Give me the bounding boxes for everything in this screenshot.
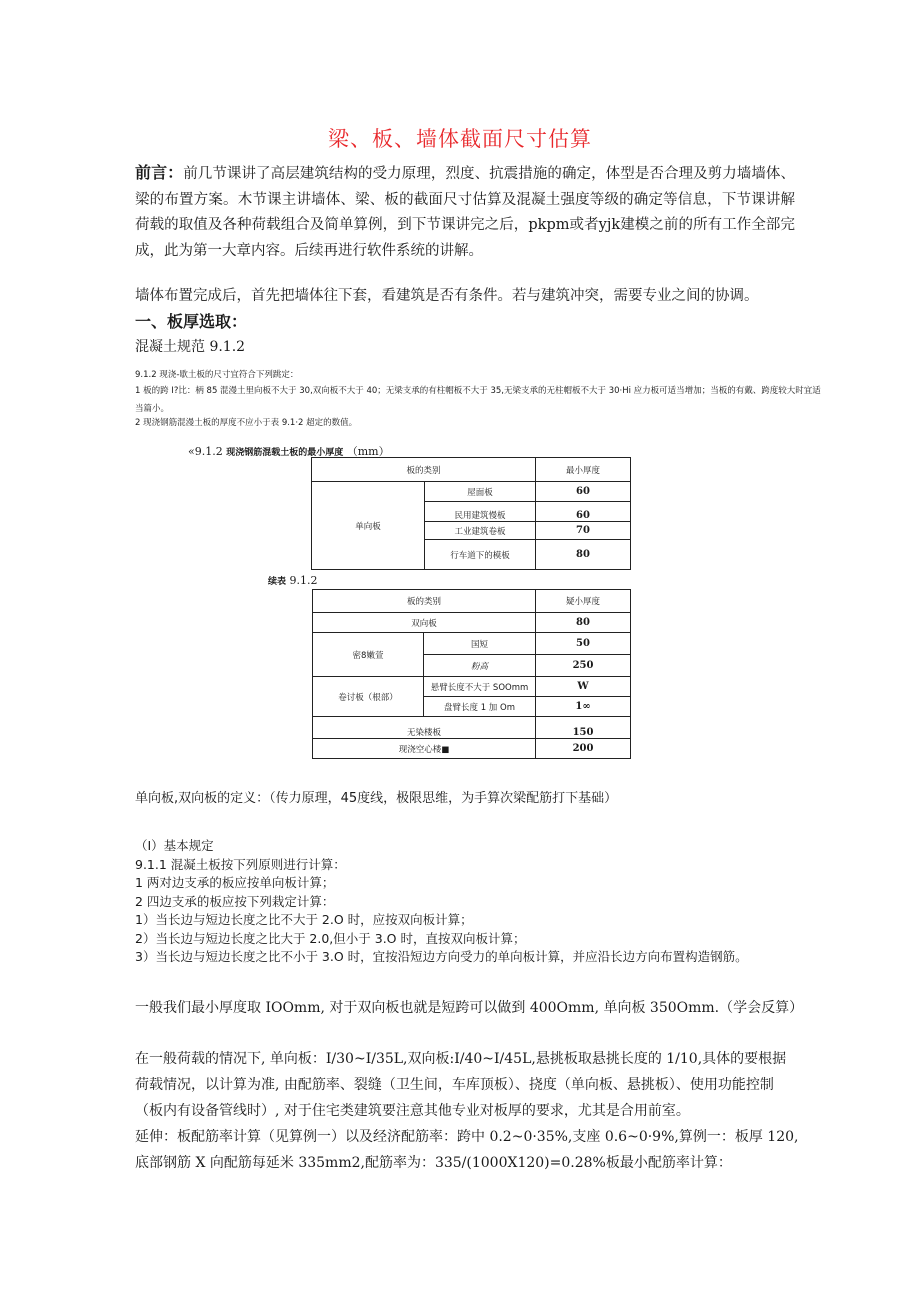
- table1-row-value: 60: [536, 502, 631, 522]
- table1-header-thickness: 最小厚度: [536, 458, 631, 482]
- table2-row-value: 50: [536, 633, 631, 655]
- min-thickness-table-continued: [312, 589, 631, 759]
- table2-group-a: 密8嫩萱: [313, 633, 424, 677]
- table1-row-value: 80: [536, 540, 631, 570]
- table2-row-type: 现浇空心楼■: [313, 739, 536, 759]
- rule-line: （I）基本规定: [135, 838, 214, 853]
- table1-caption-prefix: «9.1.2: [188, 445, 223, 458]
- table2-group-b: 卷讨板（根部）: [313, 677, 424, 717]
- preface-lead: 前言：: [135, 163, 184, 182]
- table2-row-value: 250: [536, 655, 631, 677]
- table2-caption-number: 9.1.2: [289, 574, 318, 587]
- table1-caption-unit: （mm）: [346, 445, 390, 458]
- table1-row-type: 行车道下的模板: [425, 540, 536, 570]
- table1-caption-title: 现浇钢筋混载土板的最小厚度: [226, 448, 344, 458]
- table2-row-value: W: [536, 677, 631, 697]
- table2-header-thickness: 疑小厚度: [536, 590, 631, 613]
- table1-group-one-way: 单向板: [312, 482, 425, 570]
- wall-note: 墙体布置完成后，首先把墙体往下套，看建筑是否有条件。若与建筑冲突，需要专业之间的协调。: [135, 288, 759, 304]
- table2-row-type: 盘臂长度 1 加 Om: [424, 697, 536, 717]
- min-thickness-table: [311, 457, 631, 570]
- table2-row-type: 无染楼板: [313, 717, 536, 739]
- table2-row-value: 1∞: [536, 697, 631, 717]
- clause-line-1: 9.1.2 现浇-歇土板的尺寸宜符合下列跳定：: [135, 370, 299, 380]
- table2-row-value: 150: [536, 717, 631, 739]
- table1-row-value: 70: [536, 522, 631, 540]
- rule-line: 1 两对边支承的板应按单向板计算；: [135, 875, 335, 890]
- table1-row-type: 屋面板: [425, 482, 536, 502]
- load-paragraph: 在一般荷载的情况下, 单向板：I/30~I/35L,双向板:I/40~I/45L,悬挑板取悬挑长度的 1/10,具体的要根据荷载情况，以计算为准, 由配筋率、裂缝（卫生间，车库顶板）、挠度（单向板、悬挑板）、使用功能控制（板内有设备管线时）, 对于住宅类建筑要注意其他专业对板厚的要求，尤其是合用前室。: [135, 1051, 787, 1119]
- table2-row-value: 80: [536, 613, 631, 633]
- clause-line-3: 2 现浇钢筋混漫土板的厚度不应小于表 9.1·2 超定的数值。: [135, 418, 358, 428]
- page-title: 梁、板、墙体截面尺寸估算: [328, 127, 592, 151]
- basic-rules: [135, 837, 795, 967]
- rule-line: 3）当长边与短边长度之比不小于 3.O 时，宜按沿短边方向受力的单向板计算，并应沿长边方向布置构造钢筋。: [135, 949, 748, 964]
- min-thickness-paragraph: 一般我们最小厚度取 IOOmm, 对于双向板也就是短跨可以做到 400Omm, 单向板 350Omm.（学会反算）: [135, 1000, 804, 1016]
- table2-row-value: 200: [536, 739, 631, 759]
- clause-line-2: 1 板的跨 I?比：柄 85 混漫土里向板不大于 30,双向板不大于 40；无梁支承的有柱帽板不大于 35,无梁支承的无柱帽板不大于 30·Hi 应力板可适当增加；当板的有戴、跨度较大时宜适当篇小。: [135, 386, 821, 414]
- preface-text: 前几节课讲了高层建筑结构的受力原理，烈度、抗震措施的确定，体型是否合理及剪力墙墙体、梁的布置方案。木节课主讲墙体、梁、板的截面尺寸估算及混凝土强度等级的确定等信息，下节课讲解荷载的取值及各种荷载组合及简单算例，到下节课讲完之后，pkpm或者yjk建模之前的所有工作全部完成，此为第一大章内容。后续再进行软件系统的讲解。: [135, 166, 795, 259]
- preface-paragraph: [135, 160, 795, 264]
- table2-row-type: 粉高: [424, 655, 536, 677]
- slab-definition: 单向板,双向板的定义：（传力原理，45度线，极限思维，为手算次梁配筋打下基础）: [135, 791, 618, 806]
- table2-row-type: 国短: [424, 633, 536, 655]
- code-reference: 混凝土规范 9.1.2: [135, 339, 246, 355]
- table2-header-type: 板的类别: [313, 590, 536, 613]
- rule-line: 2 四边支承的板应按下列栽定计算：: [135, 893, 335, 909]
- table1-row-type: 工业建筑卷板: [425, 522, 536, 540]
- table2-row-type: 双向板: [313, 613, 536, 633]
- table2-caption-title: 续表: [268, 577, 287, 587]
- table2-caption: [268, 574, 318, 587]
- table1-row-type: 民用建筑慢板: [425, 502, 536, 522]
- rule-line: 2）当长边与短边长度之比大于 2.0,但小于 3.O 时，直按双向板计算；: [135, 930, 526, 946]
- extension-paragraph: 延伸：板配筋率计算（见算例一）以及经济配筋率：跨中 0.2~0·35%,支座 0.6~0·9%,算例一：板厚 120,底部钢筋 X 向配筋每延米 335mm2,配筋率为：335/(1000X120)=0.28%板最小配筋率计算：: [135, 1129, 799, 1171]
- table2-row-type: 悬臂长度不大于 SOOmm: [424, 677, 536, 697]
- table1-header-type: 板的类别: [312, 458, 536, 482]
- section-heading: 一、板厚选取：: [135, 312, 248, 331]
- rule-line: 9.1.1 混凝土板按下列原则进行计算：: [135, 856, 346, 872]
- rule-line: 1）当长边与短边长度之比不大于 2.O 时，应按双向板计算；: [135, 912, 473, 927]
- table1-row-value: 60: [536, 482, 631, 502]
